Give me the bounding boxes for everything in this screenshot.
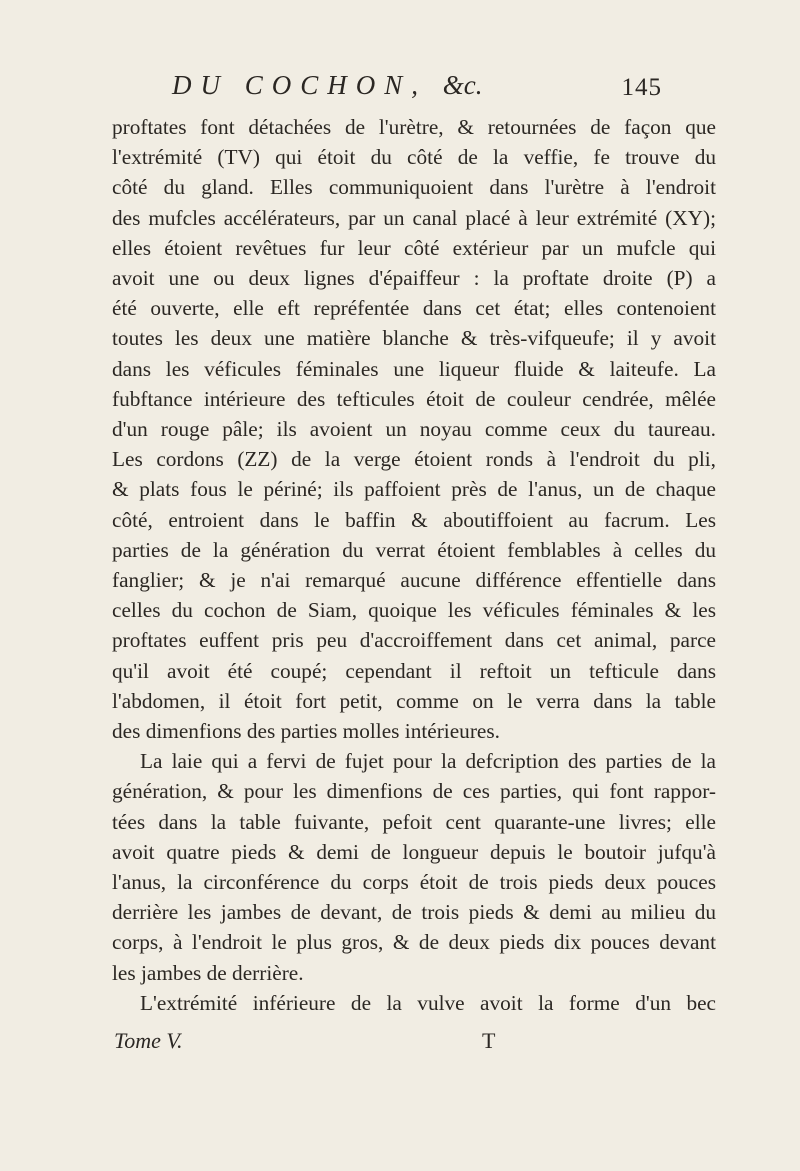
text-line: l'extrémité (TV) qui étoit du côté de la veffie, fe trouve du — [112, 145, 716, 170]
text-line: dans les véficules féminales une liqueur fluide & laiteufe. La — [112, 356, 716, 381]
text-line: avoit quatre pieds & demi de longueur depuis le boutoir jufqu'à — [112, 839, 716, 864]
text-line: proftates font détachées de l'urètre, & retournées de façon que — [112, 115, 716, 139]
text-line: génération, & pour les dimenfions de ces parties, qui font rappor- — [112, 779, 716, 804]
text-line: proftates euffent pris peu d'accroiffement dans cet animal, parce — [112, 628, 716, 653]
text-line: corps, à l'endroit le plus gros, & de deux pieds dix pouces devant — [112, 930, 716, 955]
text-line: été ouverte, elle eft repréfentée dans cet état; elles contenoient — [112, 296, 716, 321]
text-line: Les cordons (ZZ) de la verge étoient ronds à l'endroit du pli, — [112, 447, 716, 472]
text-line: fanglier; & je n'ai remarqué aucune différence effentielle dans — [112, 568, 716, 593]
text-line: L'extrémité inférieure de la vulve avoit la forme d'un bec — [140, 990, 716, 1015]
running-title-etc: &c. — [442, 70, 483, 100]
text-line: avoit une ou deux lignes d'épaiffeur : la proftate droite (P) a — [112, 266, 716, 291]
text-line: La laie qui a fervi de fujet pour la defcription des parties de la — [140, 749, 716, 774]
page-footer — [114, 1028, 574, 1054]
body-text — [112, 112, 716, 1018]
text-line: & plats fous le périné; ils paffoient près de l'anus, un de chaque — [112, 477, 716, 502]
running-title: DU COCHON, — [172, 70, 428, 100]
text-line: des mufcles accélérateurs, par un canal placé à leur extrémité (XY); — [112, 205, 716, 230]
text-line: tées dans la table fuivante, pefoit cent quarante-une livres; elle — [112, 809, 716, 834]
page-number: 145 — [621, 74, 662, 101]
text-line: derrière les jambes de devant, de trois pieds & demi au milieu du — [112, 900, 716, 925]
signature-mark: T — [482, 1028, 496, 1053]
text-line: parties de la génération du verrat étoient femblables à celles du — [112, 537, 716, 562]
text-line: fubftance intérieure des tefticules étoit de couleur cendrée, mêlée — [112, 386, 716, 411]
text-line: côté, entroient dans le baffin & aboutiffoient au facrum. Les — [112, 507, 716, 532]
text-line: toutes les deux une matière blanche & très-vifqueufe; il y avoit — [112, 326, 716, 351]
text-line: côté du gland. Elles communiquoient dans l'urètre à l'endroit — [112, 175, 716, 200]
text-line: elles étoient revêtues fur leur côté extérieur par un mufcle qui — [112, 235, 716, 260]
text-line: qu'il avoit été coupé; cependant il reftoit un tefticule dans — [112, 658, 716, 683]
running-header — [172, 70, 612, 101]
text-line: l'abdomen, il étoit fort petit, comme on le verra dans la table — [112, 688, 716, 713]
text-line: les jambes de derrière. — [112, 960, 304, 985]
volume-label: Tome V. — [114, 1028, 183, 1053]
text-line: d'un rouge pâle; ils avoient un noyau comme ceux du taureau. — [112, 417, 716, 442]
text-line: l'anus, la circonférence du corps étoit de trois pieds deux pouces — [112, 870, 716, 895]
text-line: des dimenfions des parties molles intérieures. — [112, 719, 500, 744]
text-line: celles du cochon de Siam, quoique les véficules féminales & les — [112, 598, 716, 623]
